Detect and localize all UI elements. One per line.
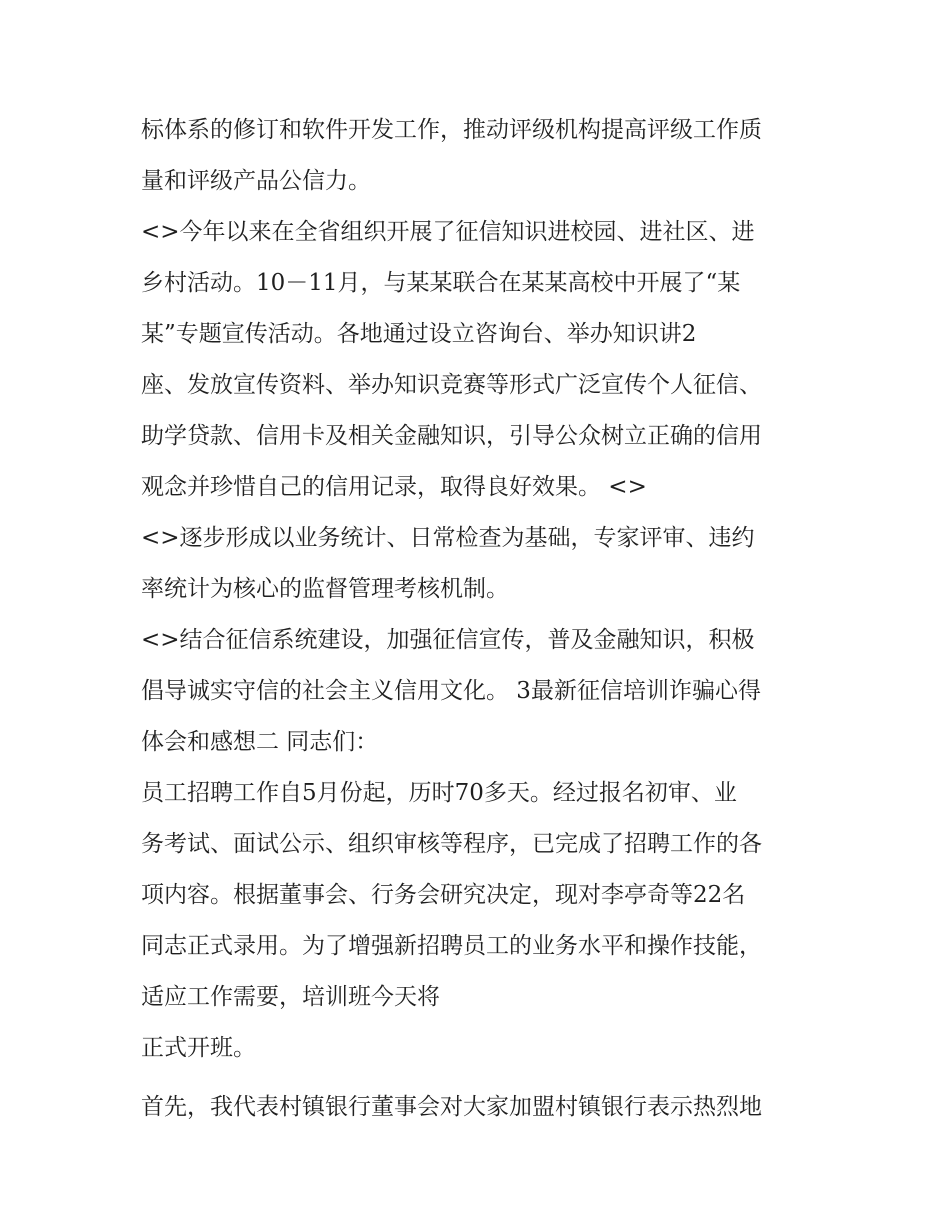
text-line: 务考试、面试公示、组织审核等程序，已完成了招聘工作的各: [141, 831, 762, 857]
text-line: 员工招聘工作自5月份起，历时70多天。经过报名初审、业: [141, 780, 737, 806]
text-line: 项内容。根据董事会、行务会研究决定，现对李亭奇等22名: [141, 882, 746, 908]
text-line: 倡导诚实守信的社会主义信用文化。 3最新征信培训诈骗心得: [141, 678, 761, 704]
paragraph-gap: [141, 1074, 821, 1082]
document-body: [141, 105, 821, 1133]
text-line: 座、发放宣传资料、举办知识竞赛等形式广泛宣传个人征信、: [141, 372, 762, 398]
text-line: 标体系的修订和软件开发工作，推动评级机构提高评级工作质: [141, 117, 762, 143]
text-line: <>结合征信系统建设，加强征信宣传，普及金融知识，积极: [141, 627, 755, 653]
text-line: 首先，我代表村镇银行董事会对大家加盟村镇银行表示热烈地: [141, 1094, 762, 1120]
text-line: 体会和感想二 同志们：: [141, 729, 379, 755]
text-line: 同志正式录用。为了增强新招聘员工的业务水平和操作技能，: [141, 933, 762, 959]
text-line: <>今年以来在全省组织开展了征信知识进校园、进社区、进: [141, 219, 755, 245]
text-line: 乡村活动。10－11月，与某某联合在某某高校中开展了“某: [141, 270, 741, 296]
text-line: 率统计为核心的监督管理考核机制。: [141, 576, 509, 602]
text-line: 某”专题宣传活动。各地通过设立咨询台、举办知识讲2: [141, 321, 697, 347]
text-line: 助学贷款、信用卡及相关金融知识，引导公众树立正确的信用: [141, 423, 762, 449]
text-line: 量和评级产品公信力。: [141, 168, 371, 194]
text-line: 适应工作需要，培训班今天将: [141, 984, 440, 1010]
text-line: 正式开班。: [141, 1035, 256, 1061]
text-line: 观念并珍惜自己的信用记录，取得良好效果。 <>: [141, 474, 647, 500]
text-line: <>逐步形成以业务统计、日常检查为基础，专家评审、违约: [141, 525, 755, 551]
